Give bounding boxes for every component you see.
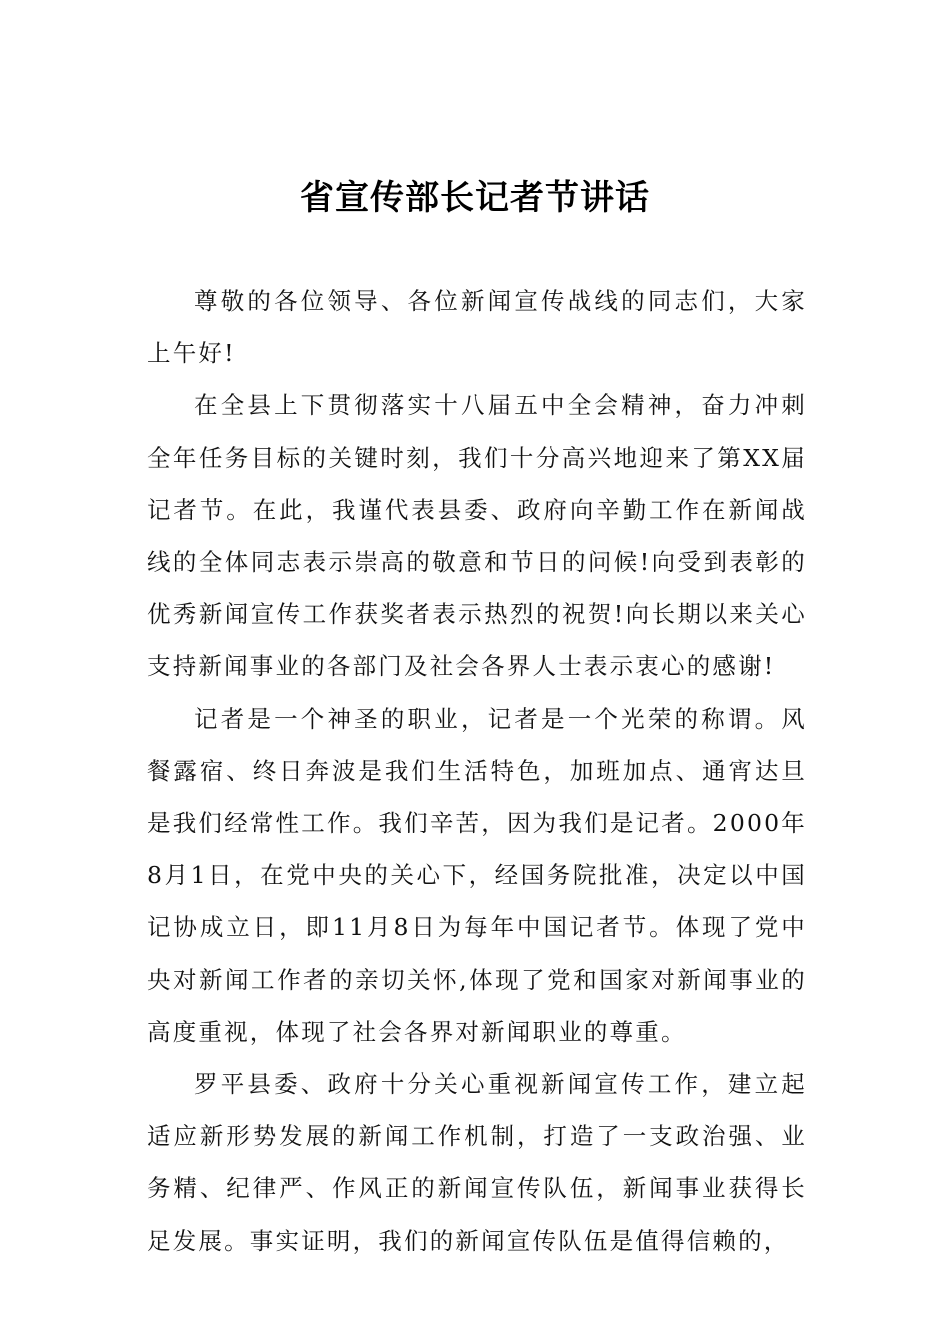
document-body (147, 275, 807, 1267)
paragraph-opening: 在全县上下贯彻落实十八届五中全会精神，奋力冲刺全年任务目标的关键时刻，我们十分高兴地迎来了第XX届记者节。在此，我谨代表县委、政府向辛勤工作在新闻战线的全体同志表示崇高的敬意和节日的问候!向受到表彰的优秀新闻宣传工作获奖者表示热烈的祝贺!向长期以来关心支持新闻事业的各部门及社会各界人士表示衷心的感谢! (147, 391, 807, 681)
paragraph-journalist-profession: 记者是一个神圣的职业，记者是一个光荣的称谓。风餐露宿、终日奔波是我们生活特色，加班加点、通宵达旦是我们经常性工作。我们辛苦，因为我们是记者。2000年8月1日，在党中央的关心下，经国务院批准，决定以中国记协成立日，即11月8日为每年中国记者节。体现了党中央对新闻工作者的亲切关怀,体现了党和国家对新闻事业的高度重视，体现了社会各界对新闻职业的尊重。 (147, 704, 807, 1046)
paragraph-greeting: 尊敬的各位领导、各位新闻宣传战线的同志们，大家上午好! (147, 287, 807, 368)
paragraph-county-support: 罗平县委、政府十分关心重视新闻宣传工作，建立起适应新形势发展的新闻工作机制，打造了一支政治强、业务精、纪律严、作风正的新闻宣传队伍，新闻事业获得长足发展。事实证明，我们的新闻宣传队伍是值得信赖的， (147, 1070, 807, 1255)
document-title: 省宣传部长记者节讲话 (300, 178, 650, 218)
